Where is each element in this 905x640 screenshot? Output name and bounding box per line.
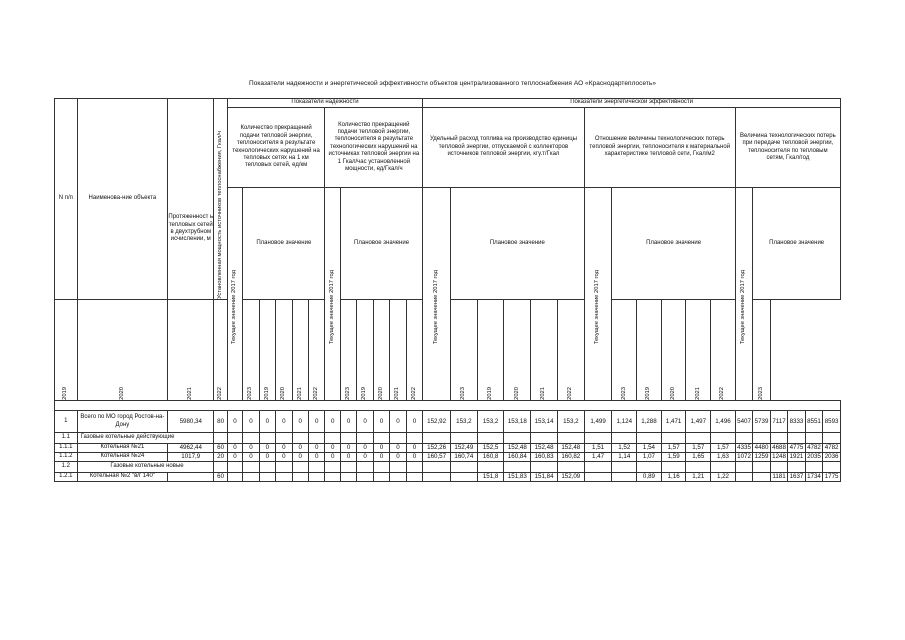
row-g1-value: 0 <box>259 453 275 462</box>
empty-cell <box>259 462 275 473</box>
header-g4-year: 2020 <box>504 300 531 401</box>
row-g2-value: 0 <box>325 411 340 433</box>
row-g5-value: 1072 <box>737 453 751 461</box>
row-g3-value: 152,26 <box>423 444 451 453</box>
empty-cell <box>612 462 637 473</box>
empty-cell <box>735 462 752 473</box>
header-g5-year: 2021 <box>686 300 711 401</box>
empty-cell <box>276 462 292 473</box>
row-g2-value: 0 <box>357 444 373 453</box>
row-g1-value <box>292 473 308 482</box>
header-g1-current: Текущее значение 2017 год <box>227 188 242 401</box>
empty-cell <box>557 462 584 473</box>
table-row <box>55 453 841 462</box>
empty-cell <box>686 462 711 473</box>
empty-cell <box>770 433 787 444</box>
empty-cell <box>637 462 662 473</box>
row-length: 5980,34 <box>168 411 214 433</box>
empty-cell <box>661 433 686 444</box>
row-g1-value <box>309 473 325 482</box>
empty-cell <box>612 433 637 444</box>
row-length: 4962,44 <box>168 444 214 453</box>
header-g2-year: 2019 <box>259 300 275 401</box>
header-capacity: Установленная мощность источников теплоснабжения, Гкал/ч <box>214 99 227 300</box>
row-g4-value: 1,57 <box>686 444 711 453</box>
row-g1-value: 0 <box>276 444 292 453</box>
header-g4: Отношение величины технологических потерь тепловой энергии, теплоносителя к материальной характеристике тепловой сети, Гкал/м2 <box>584 108 735 188</box>
row-g1-value: 0 <box>292 411 308 433</box>
header-g5-year: 2022 <box>711 300 736 401</box>
row-g4-value: 1,22 <box>711 473 736 482</box>
empty-cell <box>292 433 308 444</box>
section-title: Газовые котельные новые <box>77 462 214 473</box>
row-g1-value: 0 <box>309 453 325 462</box>
row-g2-value: 0 <box>373 411 389 433</box>
row-g2-value: 0 <box>373 453 389 462</box>
empty-cell <box>406 462 423 473</box>
row-g4-value: 0,89 <box>637 473 662 482</box>
row-num: 1 <box>55 411 78 433</box>
header-g2-current: Текущее значение 2017 год <box>325 188 340 401</box>
empty-cell <box>451 433 478 444</box>
row-capacity: 20 <box>214 453 227 462</box>
row-g4-value: 1,47 <box>584 453 612 462</box>
row-g4-value: 1,07 <box>637 453 662 462</box>
row-g4-value: 1,499 <box>584 411 612 433</box>
empty-cell <box>805 462 822 473</box>
row-g1-value: 0 <box>259 444 275 453</box>
row-g5-value: 4688 <box>772 444 786 452</box>
header-g1-planned: Плановое значение <box>243 188 325 300</box>
empty-cell <box>227 433 242 444</box>
row-g1-value: 0 <box>243 444 259 453</box>
row-g4-value <box>584 473 612 482</box>
row-name: Котельная №24 <box>77 453 168 462</box>
header-efficiency: Показатели энергетической эффективности <box>423 99 841 108</box>
empty-cell <box>735 433 752 444</box>
header-g2-year: 2021 <box>292 300 308 401</box>
row-g5-value: 1921 <box>789 453 804 461</box>
header-g5-planned: Плановое значение <box>753 188 841 300</box>
row-g3-value: 152,92 <box>423 411 451 433</box>
empty-cell <box>753 433 770 444</box>
empty-cell <box>214 433 227 444</box>
row-g5-value: 1181 <box>770 473 787 482</box>
header-g1-year: 2023 <box>243 300 259 401</box>
header-g3-year: 2022 <box>406 300 423 401</box>
row-g5-value: 4782 <box>823 444 841 453</box>
empty-cell <box>357 433 373 444</box>
row-g5-value <box>735 473 752 482</box>
header-reliability: Показатели надежности <box>227 99 422 108</box>
row-g2-value: 0 <box>325 453 340 462</box>
row-g3-value: 152,49 <box>451 444 478 453</box>
empty-cell <box>292 462 308 473</box>
empty-cell <box>325 462 340 473</box>
row-g4-value: 1,21 <box>686 473 711 482</box>
row-g2-value: 0 <box>390 444 406 453</box>
row-g5-value <box>753 473 770 482</box>
header-g3-year: 2019 <box>357 300 373 401</box>
row-g1-value: 0 <box>227 411 242 433</box>
row-g1-value: 0 <box>292 453 308 462</box>
header-num: N п/п <box>55 99 78 300</box>
empty-cell <box>531 433 558 444</box>
empty-cell <box>584 433 612 444</box>
row-g1-value: 0 <box>227 444 242 453</box>
row-g1-value: 0 <box>292 444 308 453</box>
empty-cell <box>406 433 423 444</box>
row-num: 1.1.2 <box>55 453 78 462</box>
row-g5-value: 7117 <box>770 411 787 433</box>
header-g4-year: 2022 <box>557 300 584 401</box>
row-g4-value: 1,288 <box>637 411 662 433</box>
row-g3-value: 151,8 <box>477 473 504 482</box>
row-capacity: 80 <box>214 411 227 433</box>
row-g4-value: 1,497 <box>686 411 711 433</box>
row-g3-value: 153,14 <box>531 411 558 433</box>
row-g4-value: 1,471 <box>661 411 686 433</box>
row-num: 1.1 <box>55 433 78 444</box>
empty-cell <box>788 433 805 444</box>
empty-cell <box>661 462 686 473</box>
row-g3-value: 160,8 <box>477 453 504 462</box>
empty-cell <box>214 462 227 473</box>
empty-cell <box>711 433 736 444</box>
row-g2-value: 0 <box>406 453 423 462</box>
empty-cell <box>227 462 242 473</box>
empty-cell <box>373 433 389 444</box>
row-g5-value: 5407 <box>735 411 752 433</box>
row-g2-value <box>357 473 373 482</box>
row-g2-value: 0 <box>373 444 389 453</box>
empty-cell <box>823 433 841 444</box>
header-g5-year: 2020 <box>661 300 686 401</box>
row-g4-value: 1,16 <box>661 473 686 482</box>
header-g4-year: 2021 <box>531 300 558 401</box>
row-g4-value: 1,54 <box>637 444 662 453</box>
row-g1-value <box>276 473 292 482</box>
row-g3-value: 153,18 <box>504 411 531 433</box>
row-g2-value: 0 <box>357 411 373 433</box>
row-g1-value: 0 <box>243 411 259 433</box>
row-g3-value: 152,5 <box>477 444 504 453</box>
row-g5-value: 1637 <box>789 473 804 481</box>
section-row <box>55 462 841 473</box>
row-g5-value: 5739 <box>753 411 770 433</box>
empty-cell <box>423 462 451 473</box>
table-row <box>55 444 841 453</box>
header-name: Наименова-ние объекта <box>77 99 168 300</box>
empty-cell <box>340 462 356 473</box>
row-g3-value: 160,57 <box>423 453 451 462</box>
row-g1-value: 0 <box>309 444 325 453</box>
row-g5-value: 8333 <box>788 411 805 433</box>
row-g2-value: 0 <box>406 411 423 433</box>
row-g4-value <box>612 473 637 482</box>
row-num: 1.1.1 <box>55 444 78 453</box>
row-g3-value: 151,84 <box>531 473 558 482</box>
header-g3-current: Текущее значение 2017 год <box>423 188 451 401</box>
empty-cell <box>823 462 841 473</box>
row-g2-value: 0 <box>340 444 356 453</box>
header-g5-current: Текущее значение 2017 год <box>735 188 752 401</box>
empty-cell <box>309 433 325 444</box>
empty-cell <box>340 433 356 444</box>
row-g4-value: 1,65 <box>686 453 711 462</box>
row-g4-value: 1,496 <box>711 411 736 433</box>
empty-cell <box>451 462 478 473</box>
empty-cell <box>477 433 504 444</box>
section-row <box>55 433 841 444</box>
row-g5-value: 1248 <box>772 453 786 461</box>
row-g3-value: 153,2 <box>477 411 504 433</box>
row-g5-value: 8551 <box>805 411 822 433</box>
row-g2-value <box>373 473 389 482</box>
row-g1-value: 0 <box>309 411 325 433</box>
empty-cell <box>357 462 373 473</box>
header-g2: Количество прекращений подачи тепловой энергии, теплоносителя в результате технологических нарушений на источниках тепловой энергии на 1 Гкал/час установленной мощности, ед/Гкал/ч <box>325 108 423 188</box>
row-g4-value: 1,52 <box>612 444 637 453</box>
header-g4-current: Текущее значение 2017 год <box>584 188 612 401</box>
row-g2-value: 0 <box>340 453 356 462</box>
empty-cell <box>711 462 736 473</box>
empty-cell <box>788 462 805 473</box>
row-g3-value: 152,48 <box>504 444 531 453</box>
empty-cell <box>276 433 292 444</box>
empty-cell <box>373 462 389 473</box>
row-g3-value: 152,09 <box>557 473 584 482</box>
row-g2-value: 0 <box>340 411 356 433</box>
row-g5-value: 4782 <box>807 444 821 452</box>
row-g1-value <box>227 473 242 482</box>
row-g4-value: 1,51 <box>584 444 612 453</box>
row-g3-value: 153,2 <box>451 411 478 433</box>
header-g3-year: 2021 <box>390 300 406 401</box>
row-g1-value: 0 <box>243 453 259 462</box>
row-name: Всего по МО город Ростов-на-Дону <box>77 411 168 433</box>
table-row <box>55 473 841 482</box>
header-g1: Количество прекращений подачи тепловой энергии, теплоносителя в результате технологических нарушений на тепловых сетях на 1 км тепловых сетей, ед/км <box>227 108 325 188</box>
empty-cell <box>504 462 531 473</box>
row-g2-value <box>390 473 406 482</box>
indicators-table <box>54 98 841 482</box>
header-g1-year: 2021 <box>168 300 214 401</box>
row-g5-value: 4480 <box>754 444 769 452</box>
empty-cell <box>584 462 612 473</box>
row-g4-value: 1,57 <box>661 444 686 453</box>
empty-cell <box>477 462 504 473</box>
row-name: Котельная №21 <box>77 444 168 453</box>
empty-cell <box>259 433 275 444</box>
empty-cell <box>753 462 770 473</box>
row-g5-value: 8593 <box>823 411 841 433</box>
row-g2-value: 0 <box>390 411 406 433</box>
row-g4-value: 1,63 <box>711 453 736 462</box>
header-g4-year: 2023 <box>612 300 637 401</box>
row-g3-value: 152,48 <box>531 444 558 453</box>
row-g4-value: 1,124 <box>612 411 637 433</box>
row-g2-value: 0 <box>357 453 373 462</box>
empty-cell <box>805 433 822 444</box>
header-g3-planned: Плановое значение <box>451 188 585 300</box>
header-g5-year: 2019 <box>637 300 662 401</box>
row-g2-value <box>340 473 356 482</box>
empty-cell <box>325 433 340 444</box>
header-g3: Удельный расход топлива на производство единицы тепловой энергии, отпускаемой с коллекторов источников тепловой энергии, кгу.т/Гкал <box>423 108 584 188</box>
row-num: 1.2 <box>55 462 78 473</box>
row-g1-value: 0 <box>276 411 292 433</box>
empty-cell <box>390 433 406 444</box>
row-g1-value <box>243 473 259 482</box>
empty-cell <box>770 462 787 473</box>
row-g1-value: 0 <box>227 453 242 462</box>
header-g2-planned: Плановое значение <box>340 188 422 300</box>
header-g2-year: 2022 <box>309 300 325 401</box>
row-g5-value: 1775 <box>823 473 841 482</box>
row-g3-value <box>423 473 451 482</box>
row-g4-value: 1,14 <box>612 453 637 462</box>
row-g5-value: 1734 <box>807 473 821 481</box>
header-g4-planned: Плановое значение <box>612 188 735 300</box>
empty-cell <box>504 433 531 444</box>
row-g2-value <box>406 473 423 482</box>
row-g3-value: 153,2 <box>557 411 584 433</box>
header-g1-year: 2020 <box>77 300 168 401</box>
row-g2-value: 0 <box>406 444 423 453</box>
row-g3-value: 160,83 <box>531 453 558 462</box>
row-g3-value: 160,74 <box>451 453 478 462</box>
row-g3-value <box>451 473 478 482</box>
row-g3-value: 160,84 <box>504 453 531 462</box>
row-length <box>168 473 214 482</box>
row-g1-value: 0 <box>276 453 292 462</box>
row-g1-value <box>259 473 275 482</box>
row-capacity: 60 <box>214 473 227 482</box>
section-title: Газовые котельные действующие <box>77 433 214 444</box>
empty-cell <box>243 462 259 473</box>
header-length: Протяженност ь тепловых сетей в двухтрубном исчислении, м <box>168 99 214 300</box>
row-g3-value: 160,82 <box>557 453 584 462</box>
row-g2-value: 0 <box>325 444 340 453</box>
empty-cell <box>686 433 711 444</box>
row-g5-value: 4775 <box>789 444 804 452</box>
row-g5-value: 4335 <box>737 444 751 452</box>
table-row <box>55 411 841 433</box>
row-capacity: 60 <box>214 444 227 453</box>
row-g5-value: 1259 <box>754 453 769 461</box>
header-g2-year: 2023 <box>340 300 356 401</box>
row-g5-value: 2036 <box>823 453 841 462</box>
document-title: Показатели надежности и энергетической эффективности объектов централизованного теплоснабжения АО «Краснодартеплосеть» <box>248 80 657 87</box>
row-g5-value: 2035 <box>807 453 821 461</box>
row-name: Котельная №2 "в/г 140" <box>77 473 168 482</box>
empty-cell <box>557 433 584 444</box>
row-g4-value: 1,59 <box>661 453 686 462</box>
header-g4-year: 2019 <box>477 300 504 401</box>
header-g3-year: 2023 <box>451 300 478 401</box>
header-g5-year: 2023 <box>753 300 770 401</box>
empty-cell <box>531 462 558 473</box>
row-g2-value <box>325 473 340 482</box>
row-length: 1017,9 <box>168 453 214 462</box>
header-g3-year: 2020 <box>373 300 389 401</box>
row-g3-value: 152,48 <box>557 444 584 453</box>
row-num: 1.2.1 <box>55 473 78 482</box>
empty-cell <box>423 433 451 444</box>
row-g1-value: 0 <box>259 411 275 433</box>
header-g2-year: 2020 <box>276 300 292 401</box>
row-g4-value: 1,57 <box>711 444 736 453</box>
header-g1-year: 2019 <box>55 300 78 401</box>
empty-cell <box>390 462 406 473</box>
empty-cell <box>243 433 259 444</box>
header-g5: Величина технологических потерь при передаче тепловой энергии, теплоносителя по тепловым сетям, Гкал/год <box>735 108 840 188</box>
row-g3-value: 151,83 <box>504 473 531 482</box>
header-g1-year: 2022 <box>214 300 227 401</box>
empty-cell <box>637 433 662 444</box>
row-g2-value: 0 <box>390 453 406 462</box>
empty-cell <box>309 462 325 473</box>
